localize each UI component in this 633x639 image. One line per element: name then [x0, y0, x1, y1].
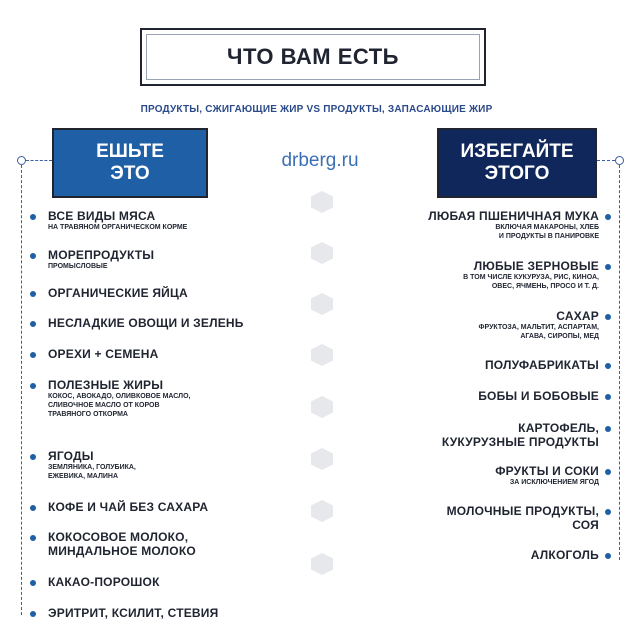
hexagon-icon — [311, 344, 333, 366]
eat-heading-line1: ЕШЬТЕ — [96, 141, 164, 162]
bullet-dot-icon — [30, 321, 36, 327]
list-item: КАКАО-ПОРОШОК — [48, 575, 160, 589]
bullet-dot-icon — [605, 394, 611, 400]
bullet-dot-icon — [605, 264, 611, 270]
bullet-dot-icon — [605, 314, 611, 320]
brand-link[interactable]: drberg.ru — [281, 150, 359, 171]
list-item: КОКОСОВОЕ МОЛОКО, МИНДАЛЬНОЕ МОЛОКО — [48, 530, 196, 558]
list-item: НЕСЛАДКИЕ ОВОЩИ И ЗЕЛЕНЬ — [48, 316, 244, 330]
hexagon-icon — [311, 553, 333, 575]
bullet-dot-icon — [30, 454, 36, 460]
list-item: МОЛОЧНЫЕ ПРОДУКТЫ, СОЯ — [446, 504, 599, 532]
bullet-dot-icon — [605, 469, 611, 475]
list-item: ЛЮБЫЕ ЗЕРНОВЫЕ В ТОМ ЧИСЛЕ КУКУРУЗА, РИС, КИНОА, ОВЕС, ЯЧМЕНЬ, ПРОСО И Т. Д. — [463, 259, 599, 290]
bullet-dot-icon — [30, 214, 36, 220]
hexagon-icon — [311, 242, 333, 264]
right-connector-line — [597, 160, 615, 161]
list-item: ПОЛУФАБРИКАТЫ — [484, 358, 599, 372]
list-item: ОРГАНИЧЕСКИЕ ЯЙЦА — [48, 286, 188, 300]
hexagon-icon — [311, 448, 333, 470]
right-connector-ring-icon — [615, 156, 624, 165]
eat-this-header — [52, 128, 208, 198]
bullet-dot-icon — [605, 426, 611, 432]
bullet-dot-icon — [30, 580, 36, 586]
hexagon-icon — [311, 293, 333, 315]
list-item: ОРЕХИ + СЕМЕНА — [48, 347, 159, 361]
list-item: ВСЕ ВИДЫ МЯСА НА ТРАВЯНОМ ОРГАНИЧЕСКОМ КОРМЕ — [48, 209, 188, 231]
page-subtitle: ПРОДУКТЫ, СЖИГАЮЩИЕ ЖИР VS ПРОДУКТЫ, ЗАПАСАЮЩИЕ ЖИР — [140, 104, 493, 115]
list-item: САХАР ФРУКТОЗА, МАЛЬТИТ, АСПАРТАМ, АГАВА, СИРОПЫ, МЕД — [478, 309, 599, 340]
list-item: ЭРИТРИТ, КСИЛИТ, СТЕВИЯ — [48, 606, 219, 620]
bullet-dot-icon — [30, 352, 36, 358]
bullet-dot-icon — [605, 363, 611, 369]
bullet-dot-icon — [30, 253, 36, 259]
bullet-dot-icon — [605, 553, 611, 559]
bullet-dot-icon — [30, 611, 36, 617]
list-item: КАРТОФЕЛЬ, КУКУРУЗНЫЕ ПРОДУКТЫ — [441, 421, 599, 449]
avoid-this-header — [437, 128, 597, 198]
list-item: КОФЕ И ЧАЙ БЕЗ САХАРА — [48, 500, 209, 514]
bullet-dot-icon — [605, 509, 611, 515]
bullet-dot-icon — [605, 214, 611, 220]
list-item: ПОЛЕЗНЫЕ ЖИРЫ КОКОС, АВОКАДО, ОЛИВКОВОЕ МАСЛО, СЛИВОЧНОЕ МАСЛО ОТ КОРОВ ТРАВЯНОГО ОТКОРМА — [48, 378, 191, 418]
title-box — [140, 28, 486, 86]
page-title: ЧТО ВАМ ЕСТЬ — [227, 44, 399, 69]
left-connector-ring-icon — [17, 156, 26, 165]
hexagon-icon — [311, 396, 333, 418]
bullet-dot-icon — [30, 291, 36, 297]
list-item: МОРЕПРОДУКТЫ ПРОМЫСЛОВЫЕ — [48, 248, 155, 270]
list-item: БОБЫ И БОБОВЫЕ — [478, 389, 599, 403]
eat-heading-line2: ЭТО — [110, 163, 150, 184]
right-timeline — [619, 165, 620, 560]
bullet-dot-icon — [30, 535, 36, 541]
bullet-dot-icon — [30, 383, 36, 389]
list-item: ФРУКТЫ И СОКИ ЗА ИСКЛЮЧЕНИЕМ ЯГОД — [495, 464, 599, 486]
list-item: ЛЮБАЯ ПШЕНИЧНАЯ МУКА ВКЛЮЧАЯ МАКАРОНЫ, ХЛЕБ И ПРОДУКТЫ В ПАНИРОВКЕ — [428, 209, 599, 240]
list-item: ЯГОДЫ ЗЕМЛЯНИКА, ГОЛУБИКА, ЕЖЕВИКА, МАЛИНА — [48, 449, 136, 480]
avoid-heading-line1: ИЗБЕГАЙТЕ — [460, 141, 574, 162]
avoid-heading-line2: ЭТОГО — [484, 163, 550, 184]
hexagon-icon — [311, 191, 333, 213]
list-item: АЛКОГОЛЬ — [530, 548, 599, 562]
left-connector-line — [26, 160, 52, 161]
left-timeline — [21, 165, 22, 615]
hexagon-icon — [311, 500, 333, 522]
bullet-dot-icon — [30, 505, 36, 511]
